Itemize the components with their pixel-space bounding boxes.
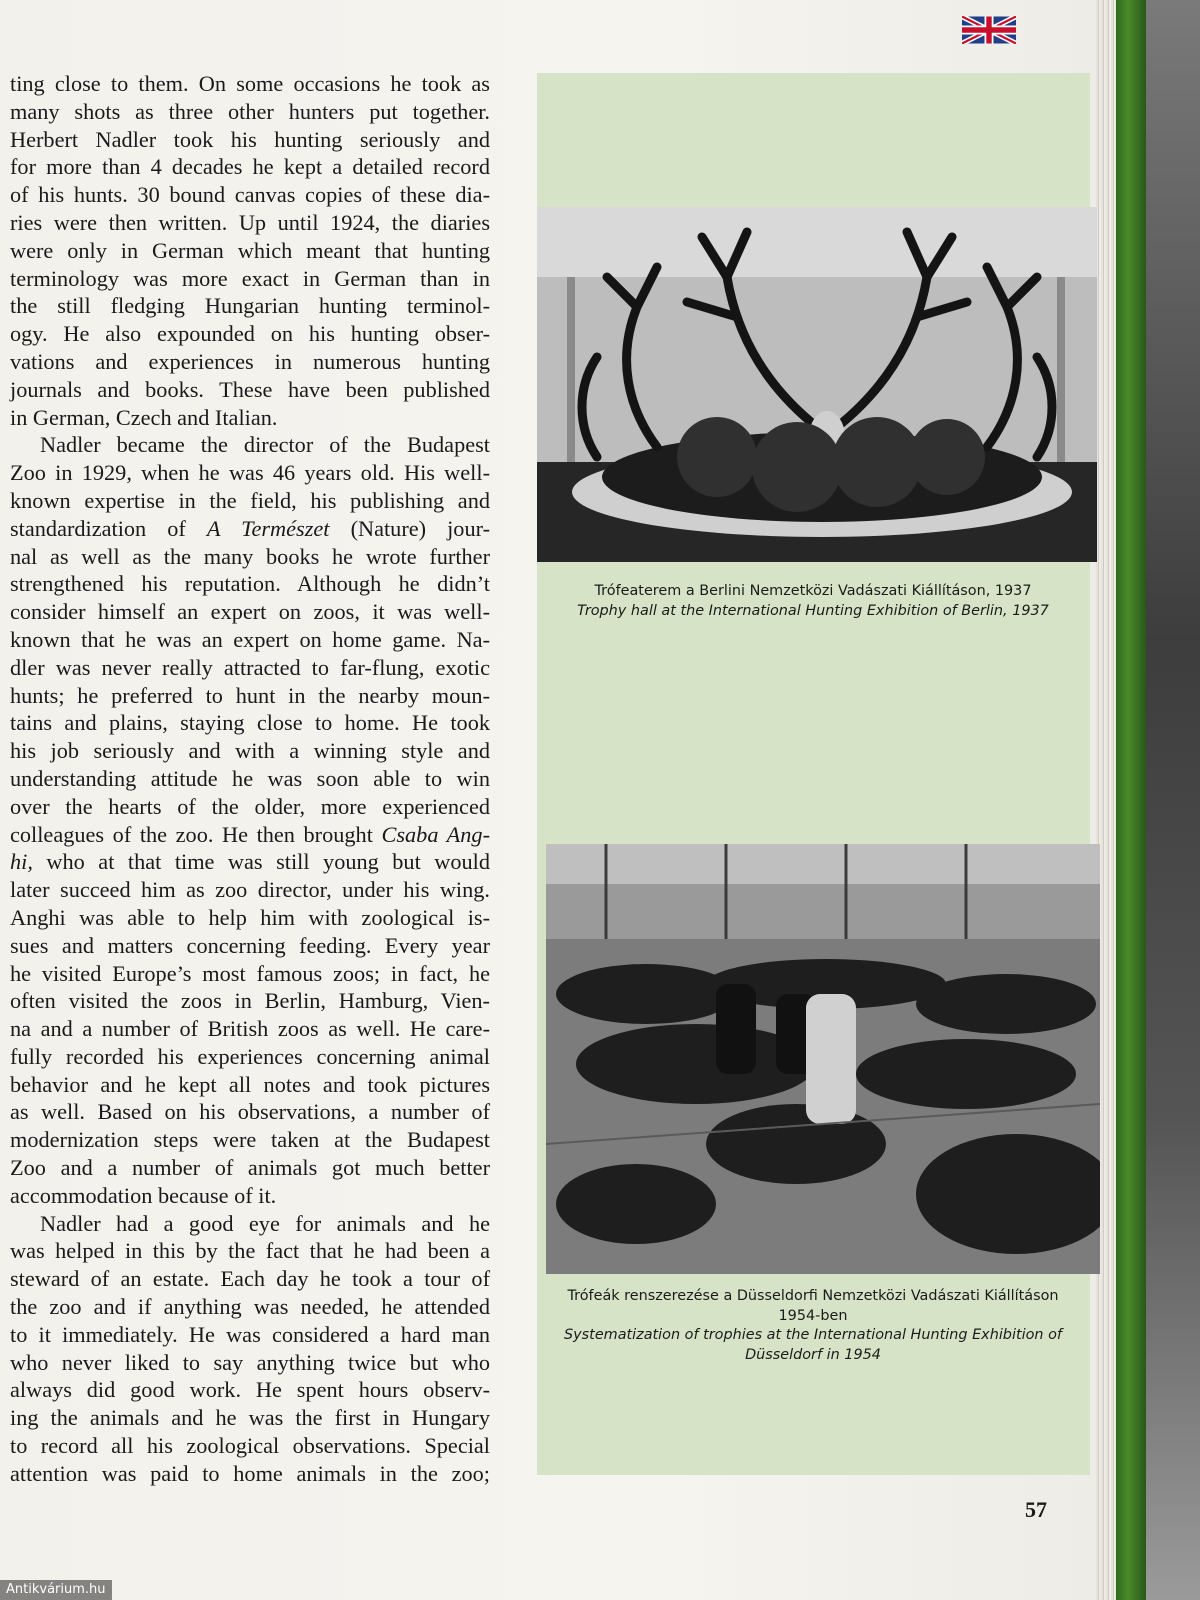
book-cover-edge — [1116, 0, 1146, 1600]
figure-caption — [548, 582, 1078, 621]
body-line: Herbert Nadler took his hunting seriously and — [10, 126, 490, 152]
body-line: in German, Czech and Italian. — [10, 404, 278, 430]
body-line: steward of an estate. Each day he took a tour of — [10, 1266, 490, 1292]
body-line: fully recorded his experiences concerning animal — [10, 1043, 490, 1069]
trophy-hall-illustration — [537, 207, 1097, 562]
body-line: nal as well as the many books he wrote further — [10, 543, 490, 569]
body-line: he visited Europe’s most famous zoos; in fact, he — [10, 960, 490, 986]
body-line: over the hearts of the older, more experienced — [10, 793, 490, 819]
body-text: standardization of — [10, 515, 186, 541]
body-line: to it immediately. He was considered a hard man — [10, 1321, 490, 1347]
caption-hungarian: Trófeák renszerezése a Düsseldorfi Nemzetközi Vadászati Kiállításon 1954-ben — [567, 1288, 1059, 1324]
body-line: was helped in this by the fact that he had been a — [10, 1238, 490, 1264]
body-line: the zoo and if anything was needed, he attended — [10, 1294, 490, 1320]
body-line — [10, 515, 490, 543]
caption-english: Trophy hall at the International Hunting Exhibition of Berlin, 1937 — [577, 602, 1049, 619]
body-line: modernization steps were taken at the Budapest — [10, 1127, 490, 1153]
body-line: attention was paid to home animals in the zoo; — [10, 1460, 490, 1486]
body-line: behavior and he kept all notes and took pictures — [10, 1071, 490, 1097]
body-line: strengthened his reputation. Although he didn’t — [10, 571, 490, 597]
body-text: who at that time was still young but would — [46, 849, 490, 875]
body-line: terminology was more exact in German than in — [10, 265, 490, 291]
body-line: many shots as three other hunters put together. — [10, 98, 490, 124]
caption-english: Systematization of trophies at the International Hunting Exhibition of Düsseldorf in 1954 — [564, 1327, 1062, 1363]
body-line: Zoo and a number of animals got much better — [10, 1155, 490, 1181]
body-line: dler was never really attracted to far-flung, exotic — [10, 654, 490, 680]
body-line: for more than 4 decades he kept a detailed record — [10, 154, 490, 180]
body-line: known that he was an expert on home game. Na- — [10, 626, 490, 652]
body-line: were only in German which meant that hunting — [10, 237, 490, 263]
body-line: always did good work. He spent hours observ- — [10, 1377, 490, 1403]
body-line: Zoo in 1929, when he was 46 years old. His well- — [10, 460, 490, 486]
article-body — [10, 70, 490, 1488]
body-line: ting close to them. On some occasions he took as — [10, 71, 490, 96]
body-line: Anghi was able to help him with zoological is- — [10, 904, 490, 930]
body-line: known expertise in the field, his publishing and — [10, 487, 490, 513]
body-line: ogy. He also expounded on his hunting obser- — [10, 321, 490, 347]
body-line: tains and plains, staying close to home. He took — [10, 710, 490, 736]
body-line: hunts; he preferred to hunt in the nearby moun- — [10, 682, 490, 708]
page-number: 57 — [1025, 1497, 1047, 1522]
body-line: sues and matters concerning feeding. Every year — [10, 932, 490, 958]
caption-hungarian: Trófeaterem a Berlini Nemzetközi Vadászati Kiállításon, 1937 — [594, 583, 1032, 599]
body-line: Nadler had a good eye for animals and he — [40, 1210, 490, 1236]
body-line — [10, 848, 490, 876]
body-line: to record all his zoological observations. Special — [10, 1433, 490, 1459]
body-line: journals and books. These have been published — [10, 376, 490, 402]
body-line: of his hunts. 30 bound canvas copies of these dia- — [10, 182, 490, 208]
trophy-hall-photo — [537, 207, 1097, 562]
uk-flag-icon — [962, 16, 1016, 44]
body-line: consider himself an expert on zoos, it was well- — [10, 599, 490, 625]
body-line: often visited the zoos in Berlin, Hamburg, Vien- — [10, 988, 490, 1014]
publication-title: A Természet — [206, 515, 330, 541]
body-line — [10, 821, 490, 849]
body-text: (Nature) jour- — [350, 515, 491, 541]
body-line: later succeed him as zoo director, under his wing. — [10, 877, 490, 903]
body-line: ing the animals and he was the first in Hungary — [10, 1405, 490, 1431]
body-line: Nadler became the director of the Budapest — [40, 432, 490, 458]
page-edges — [1096, 0, 1116, 1600]
body-line: ries were then written. Up until 1924, the diaries — [10, 209, 490, 235]
watermark: Antikvárium.hu — [0, 1580, 112, 1600]
body-line: the still fledging Hungarian hunting terminol- — [10, 293, 490, 319]
body-line: accommodation because of it. — [10, 1182, 277, 1208]
exhibition-hall-illustration — [546, 844, 1100, 1274]
body-line: as well. Based on his observations, a number of — [10, 1099, 490, 1125]
background-surface — [1146, 0, 1200, 1600]
person-name: hi, — [10, 849, 33, 875]
body-text: colleagues of the zoo. He then brought — [10, 821, 373, 847]
body-line: vations and experiences in numerous hunting — [10, 348, 490, 374]
body-line: na and a number of British zoos as well. He care- — [10, 1016, 490, 1042]
body-line: his job seriously and with a winning style and — [10, 738, 490, 764]
person-name: Csaba Ang- — [381, 821, 490, 847]
body-line: who never liked to say anything twice but who — [10, 1349, 490, 1375]
figure-caption — [548, 1287, 1078, 1365]
body-line: understanding attitude he was soon able to win — [10, 765, 490, 791]
trophy-systematization-photo — [546, 844, 1100, 1274]
